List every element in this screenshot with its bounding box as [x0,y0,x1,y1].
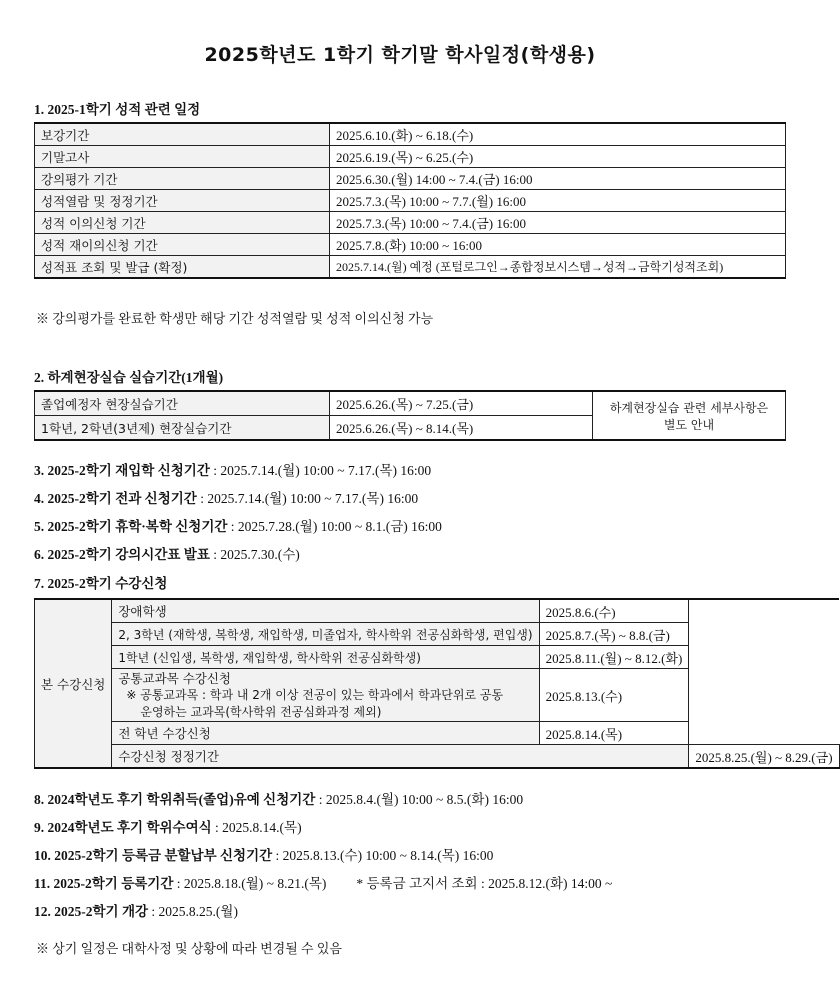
schedule-item [34,900,238,920]
section7-heading: 7. 2025-2학기 수강신청 [34,576,168,591]
row-value: 2025.8.11.(월) ~ 8.12.(화) [539,646,689,669]
correction-label: 수강신청 정정기간 [112,745,689,769]
correction-value: 2025.8.25.(월) ~ 8.29.(금) [689,745,839,769]
row-label: 성적 이의신청 기간 [35,212,330,234]
schedule-item [34,543,300,563]
item-label: 10. 2025-2학기 등록금 분할납부 신청기간 [34,848,273,863]
row-value: 2025.6.26.(목) ~ 7.25.(금) [330,391,593,416]
item-value: : 2025.7.14.(월) 10:00 ~ 7.17.(목) 16:00 [209,463,432,478]
row-value: 2025.7.3.(목) 10:00 ~ 7.4.(금) 16:00 [330,212,786,234]
schedule-item [34,487,418,507]
row-value: 2025.6.30.(월) 14:00 ~ 7.4.(금) 16:00 [330,168,786,190]
row-value: 2025.8.13.(수) [539,669,689,722]
row-label: 1학년 (신입생, 복학생, 재입학생, 학사학위 전공심화학생) [112,646,539,669]
course-registration-table [34,598,840,769]
row-label: 1학년, 2학년(3년제) 현장실습기간 [35,416,330,441]
internship-table [34,390,786,441]
page-title: 2025학년도 1학기 학기말 학사일정(학생용) [204,44,596,66]
row-label: 전 학년 수강신청 [112,722,539,745]
row-label: 성적 재이의신청 기간 [35,234,330,256]
row-label: 2, 3학년 (재학생, 복학생, 재입학생, 미졸업자, 학사학위 전공심화학생, 편입생) [112,623,539,646]
schedule-item [34,459,431,479]
row-label: 졸업예정자 현장실습기간 [35,391,330,416]
section2-heading: 2. 하계현장실습 실습기간(1개월) [34,370,224,385]
item-value: : 2025.8.4.(월) 10:00 ~ 8.5.(화) 16:00 [315,792,524,807]
item-value: : 2025.8.25.(월) [148,904,238,919]
section1-heading: 1. 2025-1학기 성적 관련 일정 [34,102,201,117]
common-course-note: ※ 공통교과목 : 학과 내 2개 이상 전공이 있는 학과에서 학과단위로 공동 [126,687,504,702]
item-value: : 2025.8.13.(수) 10:00 ~ 8.14.(목) 16:00 [272,848,494,863]
section1-note: ※ 강의평가를 완료한 학생만 해당 기간 성적열람 및 성적 이의신청 가능 [36,311,434,326]
item-value: : 2025.8.18.(월) ~ 8.21.(목) [173,876,327,891]
side-note-line: 별도 안내 [663,417,715,432]
schedule-item [34,872,612,892]
row-value: 2025.7.14.(월) 예정 (포털로그인→종합정보시스템→성적→금학기성적조회) [330,256,786,279]
item-label: 11. 2025-2학기 등록기간 [34,876,174,891]
item-value: : 2025.7.14.(월) 10:00 ~ 7.17.(목) 16:00 [196,491,419,506]
row-label: 보강기간 [35,123,330,146]
group-label: 본 수강신청 [35,599,112,768]
grade-schedule-table [34,122,786,279]
billing-note: * 등록금 고지서 조회 : 2025.8.12.(화) 14:00 ~ [356,876,613,891]
row-label: 장애학생 [112,599,539,623]
row-value: 2025.6.26.(목) ~ 8.14.(목) [330,416,593,441]
internship-side-note [593,391,786,440]
item-label: 12. 2025-2학기 개강 [34,904,149,919]
common-course-cell [112,669,539,722]
item-label: 3. 2025-2학기 재입학 신청기간 [34,463,210,478]
row-value: 2025.6.10.(화) ~ 6.18.(수) [330,123,786,146]
item-value: : 2025.7.28.(월) 10:00 ~ 8.1.(금) 16:00 [227,519,442,534]
item-label: 5. 2025-2학기 휴학·복학 신청기간 [34,519,228,534]
row-value: 2025.7.3.(목) 10:00 ~ 7.7.(월) 16:00 [330,190,786,212]
item-value: : 2025.7.30.(수) [209,547,300,562]
common-course-note: 운영하는 교과목(학사학위 전공심화과정 제외) [140,704,382,719]
row-value: 2025.8.14.(목) [539,722,689,745]
schedule-item [34,816,302,836]
item-label: 9. 2024학년도 후기 학위수여식 [34,820,212,835]
item-label: 8. 2024학년도 후기 학위취득(졸업)유예 신청기간 [34,792,316,807]
row-value: 2025.8.6.(수) [539,599,689,623]
row-label: 공통교과목 수강신청 [118,670,232,686]
schedule-item [34,844,493,864]
row-label: 성적표 조회 및 발급 (확정) [35,256,330,279]
row-value: 2025.8.7.(목) ~ 8.8.(금) [539,623,689,646]
side-note-line: 하계현장실습 관련 세부사항은 [609,400,769,415]
schedule-item [34,515,442,535]
row-label: 성적열람 및 정정기간 [35,190,330,212]
row-label: 강의평가 기간 [35,168,330,190]
item-label: 4. 2025-2학기 전과 신청기간 [34,491,197,506]
row-label: 기말고사 [35,146,330,168]
row-value: 2025.6.19.(목) ~ 6.25.(수) [330,146,786,168]
item-label: 6. 2025-2학기 강의시간표 발표 [34,547,210,562]
item-value: : 2025.8.14.(목) [211,820,302,835]
schedule-item [34,788,523,808]
footer-note: ※ 상기 일정은 대학사정 및 상황에 따라 변경될 수 있음 [36,941,342,956]
row-value: 2025.7.8.(화) 10:00 ~ 16:00 [330,234,786,256]
